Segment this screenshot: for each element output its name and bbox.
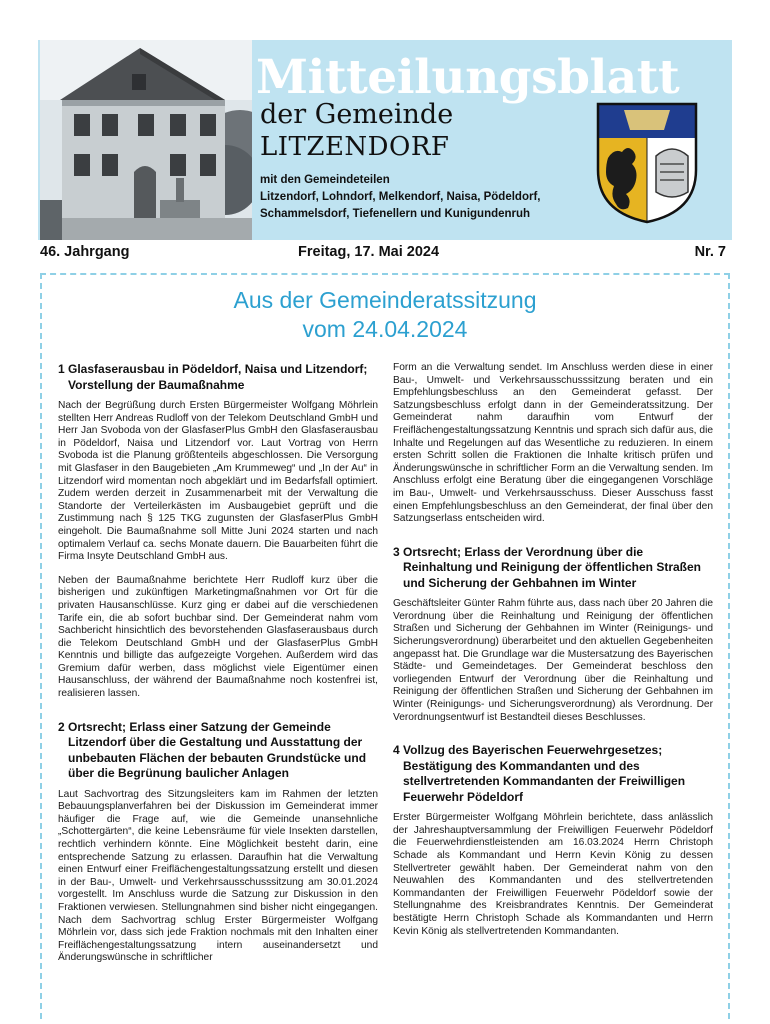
section-heading: 4 Vollzug des Bayerischen Feuerwehrgesetzes; Bestätigung des Kommandanten und des stellvertretenden Kommandanten der Freiwilligen Feuerwehr Pödeldorf — [393, 743, 686, 804]
coat-of-arms-icon — [594, 100, 700, 226]
section-paragraph: Laut Sachvortrag des Sitzungsleiters kam im Rahmen der letzten Bebauungsplanverfahren bei der Diskussion im Gemeinderat immer häufiger die Frage auf, wie die Gemeinde unansehnliche „Schottergärten“, die keine Lebensräume für viele Insekten darstellen, rechtlich verhindern könnte. Eine Möglichkeit besteht darin, eine entsprechende Satzung zu erlassen. Daraufhin hat die Verwaltung einen Entwurf einer Freiflächengestaltungssatzung erstellt und diesen in der Bau-, Umwelt- und Verkehrsausschusssitzung am 30.01.2024 vorgestellt. Im Anschluss wurde die Satzung zur Diskussion in den Fraktionen verwiesen. Stellungnahmen sind bisher nicht eingegangen. Nach dem Sachvortrag schlug Erster Bürgermeister Wolfgang Möhrlein vor, dass sich jede Fraktion nochmals mit den Inhalten einer Freiflächengestaltungssatzung intern auseinandersetzt und Änderungswünsche in schriftlicher — [58, 788, 378, 964]
section-paragraph: Erster Bürgermeister Wolfgang Möhrlein berichtete, dass anlässlich der Jahreshauptversammlung der Freiwilligen Feuerwehr Pödeldorf die Feuerwehrdienstleistenden am 16.03.2024 Herrn Christoph Schade als Kommandant und Herrn Kevin König zu dessen Stellvertreter gewählt haben. Der Gemeinderat nahm von den Neuwahlen des Kommandanten und des stellvertretenden Kommandanten der Freiwilligen Feuerwehr Pödeldorf sowie der Stellungnahme des Kreisbrandrates Kenntnis. Der Gemeinderat bestätigte Herrn Christoph Schade als Kommandanten und Herrn Kevin König als stellvertretenden Kommandanten. — [393, 812, 713, 937]
article-title — [40, 286, 730, 344]
masthead-subtitle: der Gemeinde — [260, 99, 454, 130]
districts-line-2: Schammelsdorf, Tiefenellern und Kunigundenruh — [260, 208, 531, 220]
districts-block — [260, 172, 590, 223]
left-column — [58, 362, 378, 976]
section-heading: 2 Ortsrecht; Erlass einer Satzung der Gemeinde Litzendorf über die Gestaltung und Ausstattung der unbebauten Flächen der bebauten Grundstücke und über die Begrünung baulicher Anlagen — [58, 719, 367, 781]
masthead-title: Mitteilungsblatt — [256, 50, 680, 105]
section-paragraph: Nach der Begrüßung durch Ersten Bürgermeister Wolfgang Möhrlein stellten Herr Andreas Rudloff von der Telekom Deutschland GmbH und Herr Jan Svoboda von der GlasfaserPlus GmbH den Glasfaserausbau in Pödeldorf, Naisa und Litzendorf vor. Laut Vortrag von Herrn Svoboda ist die Planung größtenteils abgeschlossen. Die Versorgung mit Glasfaser in den Baugebieten „Am Krummeweg“ und „In der Au“ in Litzendorf wird momentan noch abgeklärt und im Bedarfsfall optimiert. Zudem werden derzeit in Zusammenarbeit mit der Verwaltung die Standorte der Verteilerkästen im Ausbaugebiet geprüft und die Zustimmung nach § 125 TKG zugunsten der GlasfaserPlus GmbH eingeholt. Die Baumaßnahme soll Mitte Juni 2024 starten und nach optimalem Verlauf ca. sechs Monate dauern. Die Bauarbeiten führt die Firma Insyte Deutschland GmbH aus. — [58, 400, 378, 563]
municipality-name: LITZENDORF — [260, 132, 450, 162]
section-paragraph: Geschäftsleiter Günter Rahm führte aus, dass nach über 20 Jahren die Verordnung über die Reinhaltung und Reinigung der öffentlichen Straßen und Sicherung der Gehbahnen im Winter (Reinigungs- und Sicherungsverordnung) überarbeitet und den aktuellen Gegebenheiten angepasst hat. Die Grundlage war die Mustersatzung des Bayerischen Städte- und Gemeindetages. Der Gemeinderat beschloss den vorliegenden Entwurf der Verordnung über die Reinhaltung und Reinigung der öffentlichen Straßen und Sicherung der Gehbahnen im Winter (Reinigungs- und Sicherungsverordnung) als Verordnung. Der Verordnungsentwurf ist Bestandteil dieses Beschlusses. — [393, 598, 713, 723]
section-paragraph: Neben der Baumaßnahme berichtete Herr Rudloff kurz über die bisherigen und zukünftigen Marketingmaßnahmen vor Ort für die privaten Hausanschlüsse. Kurz ging er dabei auf die verschiedenen Tarife ein, die ab sofort buchbar sind. Der Gemeinderat nahm vom Sachbericht hinsichtlich des bevorstehenden Glasfaserausbaus durch die Telekom Deutschland GmbH und der GlasfaserPlus GmbH Kenntnis und billigte das aufgezeigte Vorgehen. Außerdem wird das Gremium dafür werben, dass möglichst viele Eigentümer einen Hausanschluss, der während der Baumaßnahme noch kostenfrei ist, realisieren lassen. — [58, 574, 378, 700]
volume-label: 46. Jahrgang — [40, 244, 130, 260]
article-title-line-2: vom 24.04.2024 — [302, 316, 468, 342]
right-column — [393, 362, 713, 949]
section-heading: 3 Ortsrecht; Erlass der Verordnung über die Reinhaltung und Reinigung der öffentlichen Straßen und Sicherung der Gehbahnen im Winter — [393, 544, 701, 590]
town-hall-photo — [40, 40, 252, 240]
issue-date: Freitag, 17. Mai 2024 — [298, 244, 440, 260]
article-title-line-1: Aus der Gemeinderatssitzung — [233, 287, 537, 313]
issue-number: Nr. 7 — [694, 244, 726, 260]
districts-intro: mit den Gemeindeteilen — [260, 174, 390, 186]
section-continuation: Form an die Verwaltung sendet. Im Anschluss werden diese in einer Bau-, Umwelt- und Verkehrsausschusssitzung beraten und ein Empfehlungsbeschluss an den Gemeinderat gefasst. Der Satzungsbeschluss erfolgt dann in der Gemeinderatssitzung. Der Gemeinderat nahm daraufhin vom Entwurf der Freiflächengestaltungssatzung Kenntnis und sprach sich dafür aus, die Inhalte und Regelungen auf das Wesentliche zu reduzieren. In einem ersten Schritt sollen die Fraktionen die Inhalte kritisch prüfen und Änderungswünsche in schriftlicher Form an die Verwaltung senden. Im Anschluss erfolgt eine Beratung über die eingegangenen Vorschläge im Bau-, Umwelt- und Verkehrsausschuss. Dieser Ausschuss fasst einen Empfehlungsbeschluss an den Gemeinderat, der final über den Satzungserlass entscheiden wird. — [393, 362, 713, 525]
section-heading: 1 Glasfaserausbau in Pödeldorf, Naisa und Litzendorf; Vorstellung der Baumaßnahme — [58, 362, 368, 392]
districts-line-1: Litzendorf, Lohndorf, Melkendorf, Naisa, Pödeldorf, — [260, 191, 541, 203]
issue-info-bar — [40, 244, 730, 266]
